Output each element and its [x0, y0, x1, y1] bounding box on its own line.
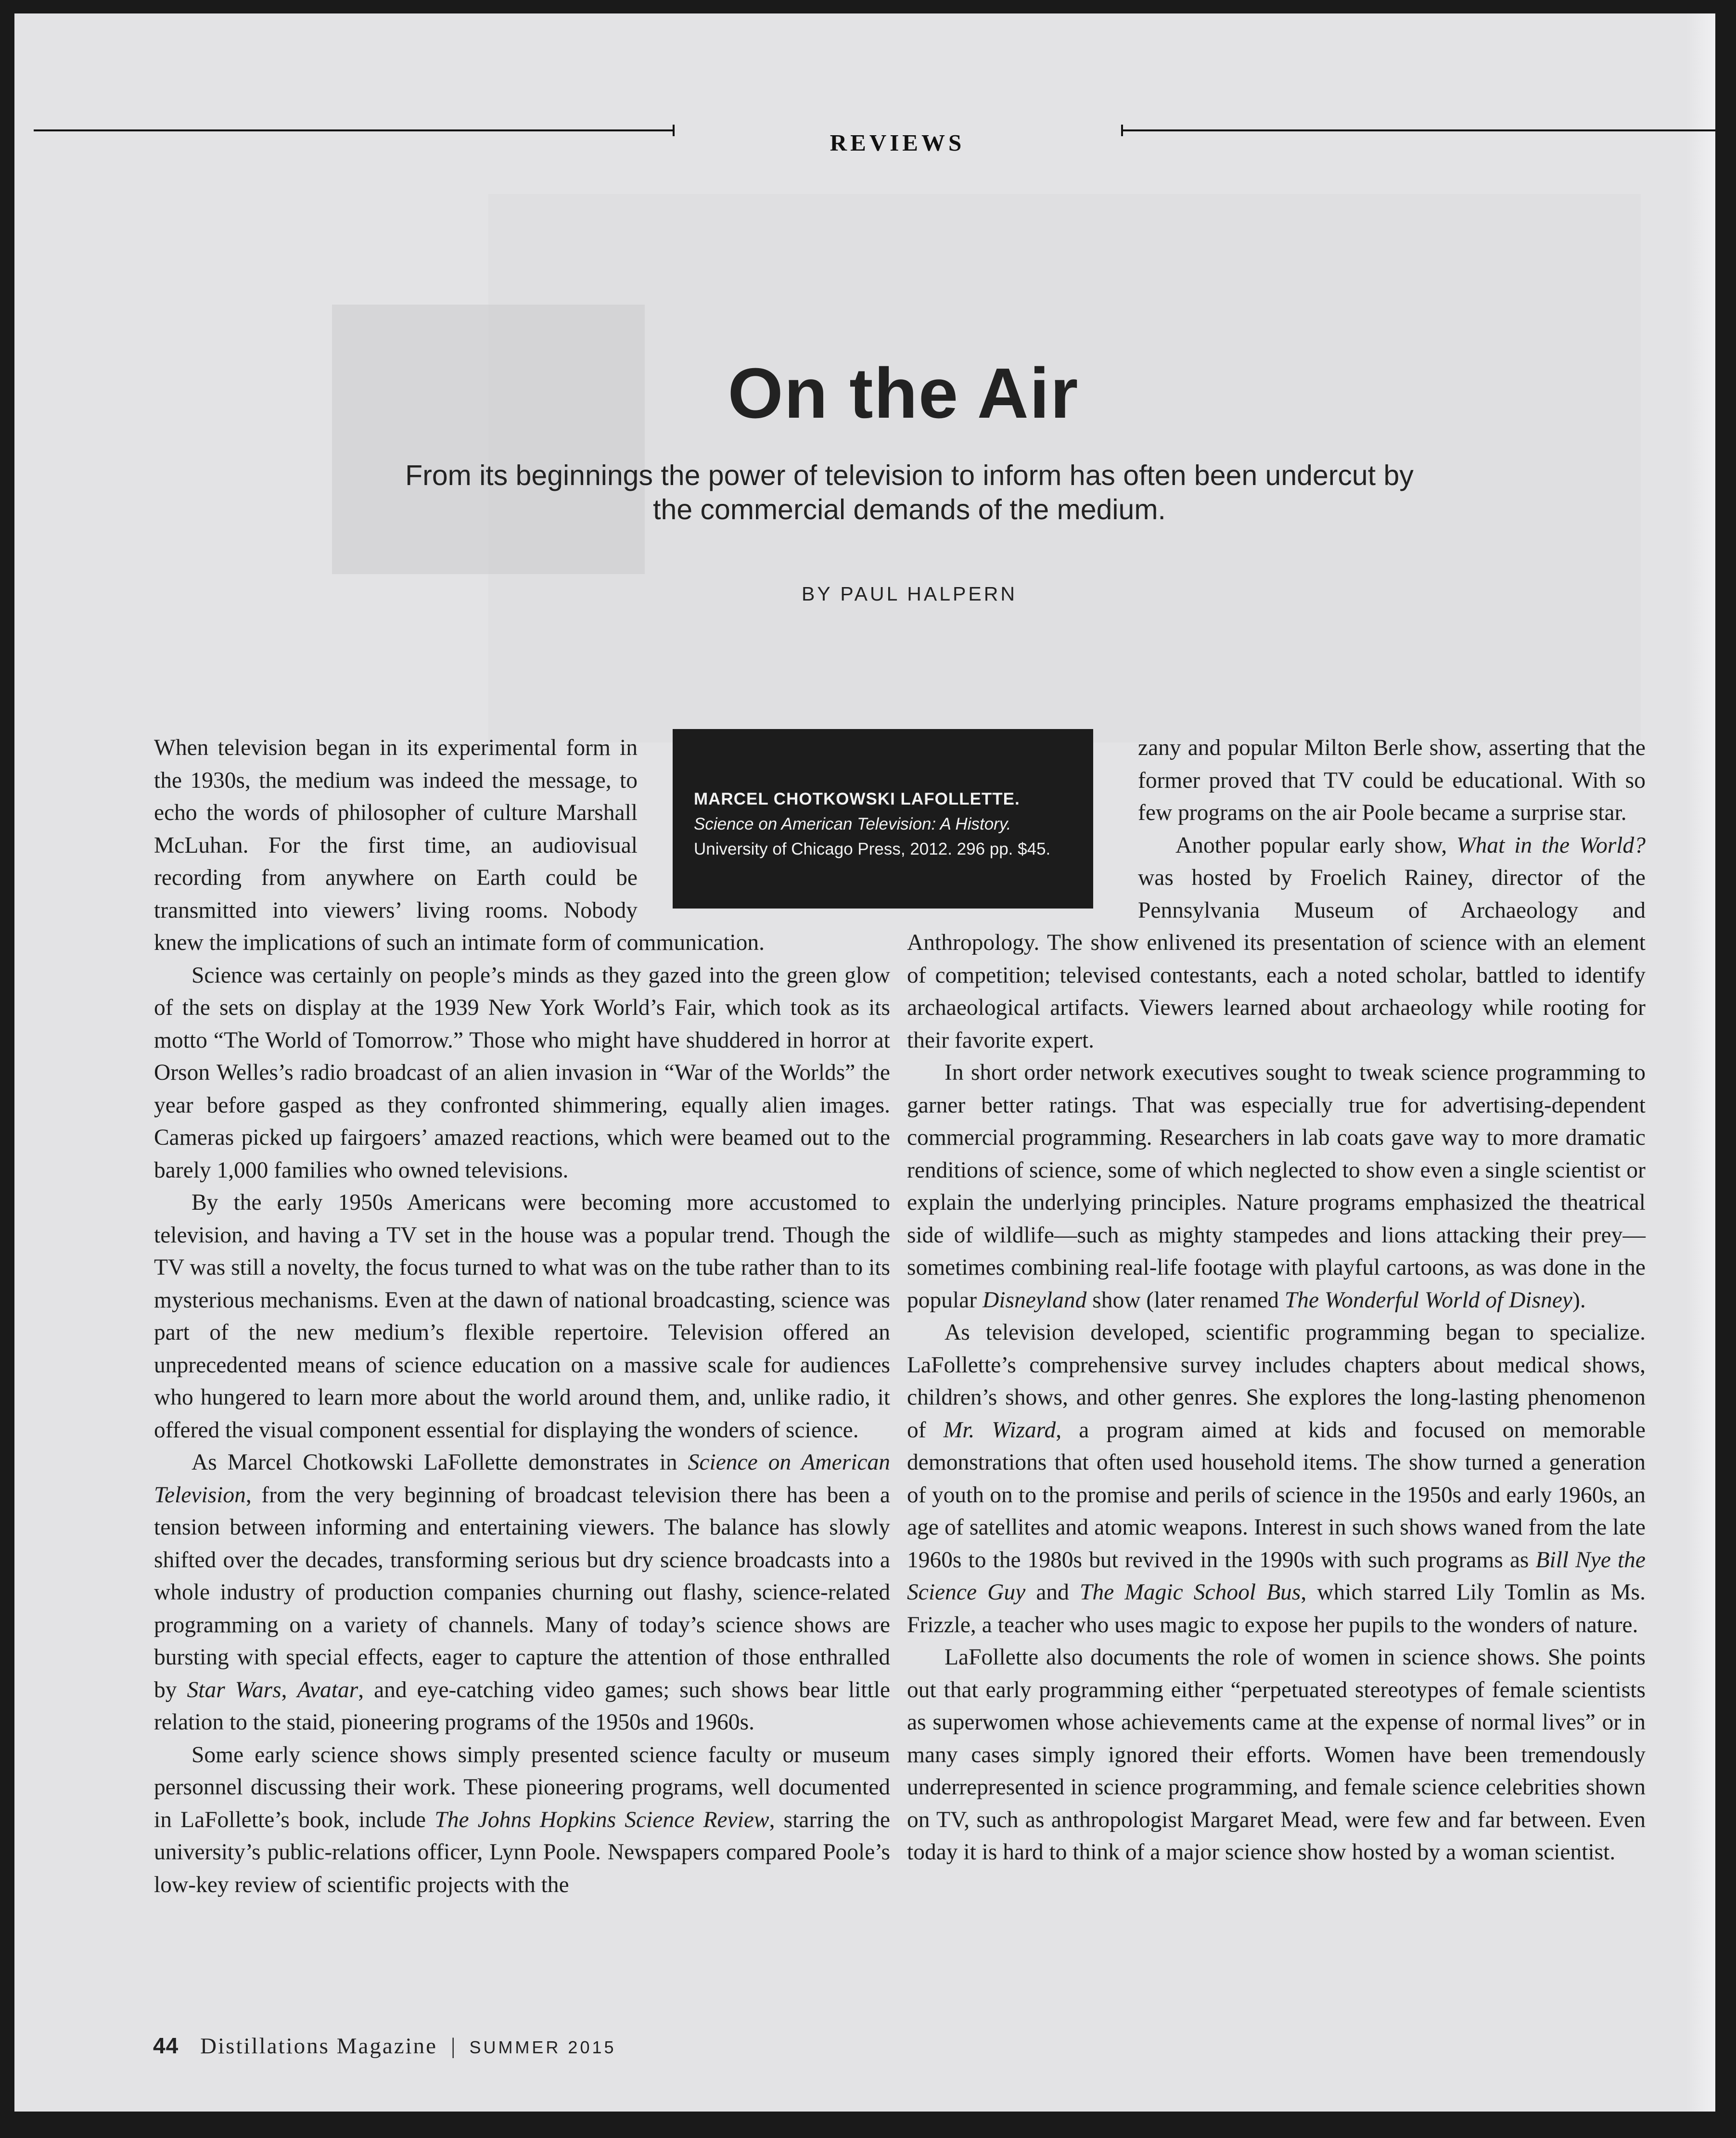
header-rule-right [1121, 129, 1715, 131]
paragraph: Science was certainly on people’s minds as they gazed into the green glow of the sets on display at the 1939 New York World’s Fair, which took as its motto “The World of Tomorrow.” Those who might have shuddered in horror at Orson Welles’s radio broadcast of an alien invasion in “War of the Worlds” the year before gasped as they confronted shimmering, equally alien images. Cameras picked up fairgoers’ amazed reactions, which were beamed out to the barely 1,000 families who owned televisions. [154, 962, 890, 1183]
page-number: 44 [153, 2033, 179, 2058]
paragraph: Another popular early show, What in the World? was hosted by Froelich Rainey, director of the Pennsylvania Museum of Archaeology and Anthropology. The show enlivened its presentation of science with an element of competition; televised contestants, each a noted scholar, battled to identify archaeological artifacts. Viewers learned about archaeology while rooting for their favorite expert. [907, 832, 1646, 1053]
paragraph: As television developed, scientific programming began to specialize. LaFollette’s comprehensive survey includes chapters about medical shows, children’s shows, and other genres. She explores the long-lasting phenomenon of Mr. Wizard, a program aimed at kids and focused on memorable demonstrations that often used household items. The show turned a generation of youth on to the promise and perils of science in the 1950s and early 1960s, an age of satellites and atomic weapons. Interest in such shows waned from the late 1960s to the 1980s but revived in the 1990s with such programs as Bill Nye the Science Guy and The Magic School Bus, which starred Lily Tomlin as Ms. Frizzle, a teacher who uses magic to expose her pupils to the wonders of nature. [907, 1320, 1646, 1638]
paragraph: LaFollette also documents the role of women in science shows. She points out that early programming either “perpetuated stereotypes of female scientists as superwomen whose achievements came at the expense of normal lives” or in many cases simply ignored their efforts. Women have been tremendously underrepresented in science programming, and female science celebrities shown on TV, such as anthropologist Margaret Mead, were few and far between. Even today it is hard to think of a major science show hosted by a woman scientist. [907, 1645, 1646, 1865]
show-title-ref: What in the World? [1456, 832, 1646, 858]
book-title-ref: Science on American Television [154, 1450, 890, 1508]
header-rule-tick-left [673, 125, 675, 136]
paragraph: As Marcel Chotkowski LaFollette demonstrates in Science on American Television, from the very beginning of broadcast television there has been a tension between informing and entertaining viewers. The balance has slowly shifted over the decades, transforming serious but dry science broadcasts into a whole industry of production companies churning out flashy, science-related programming on a variety of channels. Many of today’s science shows are bursting with special effects, eager to capture the attention of those enthralled by Star Wars, Avatar, and eye-catching video games; such shows bear little relation to the staid, pioneering programs of the 1950s and 1960s. [154, 1450, 891, 1735]
article-dek: From its beginnings the power of television to inform has often been undercut by the commercial demands of the medium. [405, 460, 1414, 525]
show-title-ref: Mr. Wizard [943, 1417, 1056, 1443]
page-footer [153, 2033, 616, 2059]
section-label: REVIEWS [830, 129, 965, 156]
article-headline: On the Air [728, 354, 1079, 433]
book-author: MARCEL CHOTKOWSKI LAFOLLETTE. [694, 790, 1020, 808]
paragraph: Some early science shows simply presented science faculty or museum personnel discussing their work. These pioneering programs, well documented in LaFollette’s book, include The Johns Hopkins Science Review, starring the university’s public-relations officer, Lynn Poole. Newspapers compared Poole’s low-key review of scientific projects with the [154, 1742, 890, 1897]
show-title-ref: Disneyland [982, 1287, 1087, 1313]
paragraph: In short order network executives sought to tweak science programming to garner better ratings. That was especially true for advertising-dependent commercial programming. Researchers in lab coats gave way to more dramatic renditions of science, some of which neglected to show even a single scientist or explain the underlying principles. Nature programs emphasized the theatrical side of wildlife—such as mighty stampedes and lions attacking their prey—sometimes combining real-life footage with playful cartoons, as was done in the popular Disneyland show (later renamed The Wonderful World of Disney). [907, 1060, 1646, 1313]
show-through-inset [332, 305, 645, 574]
paragraph: By the early 1950s Americans were becoming more accustomed to television, and having a TV set in the house was a popular trend. Though the TV was still a novelty, the focus turned to what was on the tube rather than to its mysterious mechanisms. Even at the dawn of national broadcasting, science was part of the new medium’s flexible repertoire. Television offered an unprecedented means of science education on a massive scale for audiences who hungered to learn more about the world around them, and, unlike radio, it offered the visual component essential for displaying the wonders of science. [154, 1190, 890, 1443]
article-byline: BY PAUL HALPERN [802, 583, 1017, 605]
header-rule-left [34, 129, 674, 131]
text-wrap-space [907, 732, 1138, 924]
show-title-ref: The Johns Hopkins Science Review [434, 1807, 769, 1832]
show-title-ref: The Magic School Bus [1079, 1580, 1301, 1605]
footer-separator: | [451, 2034, 456, 2059]
text-wrap-space [638, 732, 890, 924]
right-column [907, 732, 1646, 1869]
book-details: University of Chicago Press, 2012. 296 pp. $45. [694, 840, 1051, 858]
page-edge [1686, 13, 1715, 2112]
magazine-name: Distillations Magazine [200, 2034, 438, 2059]
film-title-ref: Avatar [297, 1677, 358, 1703]
paragraph: When television began in its experimental form in the 1930s, the medium was indeed the message, to echo the words of philosopher of culture Marshall McLuhan. For the first time, an audiovisual recording from anywhere on Earth could be transmitted into viewers’ living rooms. Nobody knew the implications of such an intimate form of communication. [154, 735, 765, 955]
issue-date: SUMMER 2015 [469, 2037, 616, 2057]
show-title-ref: Bill Nye the Science Guy [907, 1547, 1646, 1605]
film-title-ref: Star Wars [187, 1677, 281, 1703]
book-title: Science on American Television: A History. [694, 815, 1011, 833]
show-title-ref: The Wonderful World of Disney [1284, 1287, 1573, 1313]
magazine-page [14, 13, 1715, 2112]
left-column [154, 732, 890, 1901]
paragraph: zany and popular Milton Berle show, asserting that the former proved that TV could be educational. With so few programs on the air Poole became a surprise star. [1138, 735, 1646, 825]
